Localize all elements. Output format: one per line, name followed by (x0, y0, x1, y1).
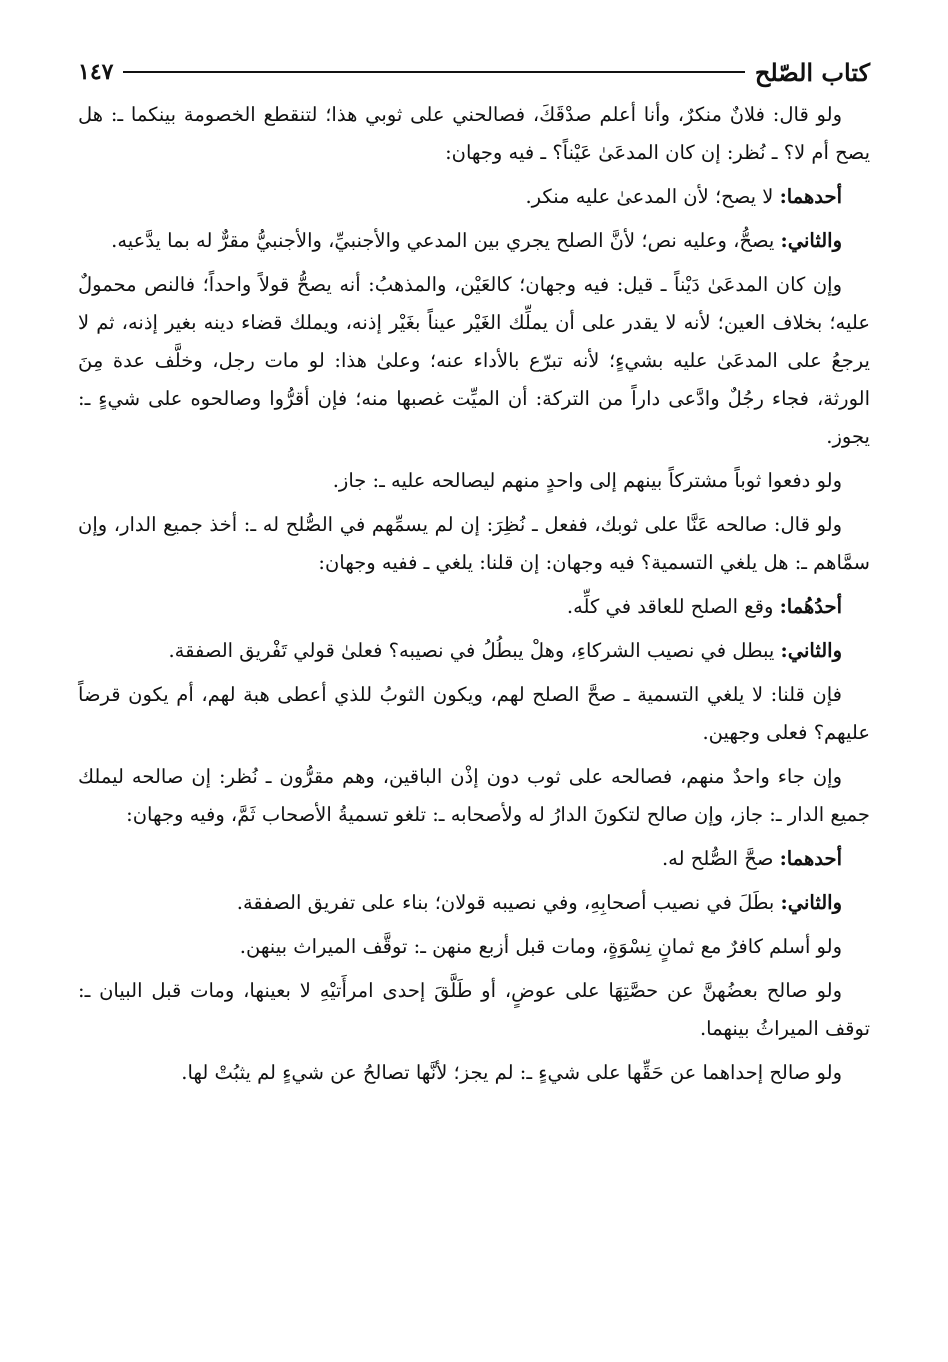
paragraph-lead: أحدهما: (779, 185, 842, 208)
paragraph (78, 222, 870, 260)
paragraph (78, 632, 870, 670)
document-page (78, 52, 870, 1322)
paragraph-text: فإن قلنا: لا يلغي التسمية ـ صحَّ الصلح لهم، ويكون الثوبُ للذي أعطى هبة لهم، أم يكون قرضاً عليهم؟ فعلى وجهين. (78, 683, 870, 744)
paragraph (78, 1054, 870, 1092)
paragraph-text: صحَّ الصُّلح له. (661, 847, 780, 870)
paragraph-text: ولو قال: صالحه عَنَّا على ثوبك، ففعل ـ نُظِرَ: إن لم يسمِّهم في الصُّلح له ـ: أخذ جميع الدار، وإن سمَّاهم ـ: هل يلغي التسمية؟ فيه وجهان: إن قلنا: يلغي ـ ففيه وجهان: (78, 513, 870, 574)
paragraph (78, 96, 870, 172)
paragraph (78, 884, 870, 922)
paragraph (78, 178, 870, 216)
paragraph (78, 676, 870, 752)
paragraph-lead: والثاني: (780, 891, 842, 914)
paragraph-text: يصحُّ، وعليه نص؛ لأنَّ الصلح يجري بين المدعي والأجنبيِّ، والأجنبيُّ مقرٌّ له بما يدَّعيه. (111, 229, 781, 252)
paragraph (78, 758, 870, 834)
page-number: ١٤٧ (78, 59, 114, 85)
paragraph (78, 462, 870, 500)
paragraph-text: ولو قال: فلانٌ منكرٌ، وأنا أعلم صدْقَكَ، فصالحني على ثوبي هذا؛ لتنقطع الخصومة بينكما ـ: هل يصح أم لا؟ ـ نُظر: إن كان المدعَىٰ عَيْناً؟ ـ فيه وجهان: (78, 103, 870, 164)
paragraph (78, 266, 870, 456)
running-title: كتاب الصّلح (754, 57, 870, 87)
paragraph-text: وإن جاء واحدٌ منهم، فصالحه على ثوب دون إذْن الباقين، وهم مقرُّون ـ نُظر: إن صالحه ليملك جميع الدار ـ: جاز، وإن صالح لتكونَ الدارُ له ولأصحابه ـ: تلغو تسميةُ الأصحاب ثَمَّ، وفيه وجهان: (78, 765, 870, 826)
paragraph (78, 928, 870, 966)
paragraph-text: وإن كان المدعَىٰ دَيْناً ـ قيل: فيه وجهان؛ كالعَيْن، والمذهبُ: أنه يصحُّ قولاً واحداً؛ فالنص محمولٌ عليه؛ بخلاف العين؛ لأنه لا يقدر على أن يملِّك الغَيْر عيناً بغَيْر إذنه، ويملك قضاء دينه بغير إذنه، ثم لا يرجعُ على المدعَىٰ عليه بشيءٍ؛ لأنه تبرّع بالأداء عنه؛ وعلىٰ هذا: لو مات رجل، وخلَّف عدة مِنَ الورثة، فجاء رجُلٌ وادَّعى داراً من التركة: أن الميِّت غصبها منه؛ فإن أقرُّوا وصالحوه على شيءٍ ـ: يجوز. (78, 273, 870, 448)
paragraph-text: ولو أسلم كافرٌ مع ثمانٍ نِسْوَةٍ، ومات قبل أزبع منهن ـ: توقَّف الميراث بينهن. (239, 935, 842, 958)
header-rule (123, 71, 744, 73)
paragraph-lead: أحدهما: (779, 847, 842, 870)
paragraph-text: ولو دفعوا ثوباً مشتركاً بينهم إلى واحدٍ منهم ليصالحه عليه ـ: جاز. (332, 469, 842, 492)
paragraph-lead: أحدُهُما: (779, 595, 842, 618)
paragraph-text: يبطل في نصيب الشركاءِ، وهلْ يبطُلُ في نصيبه؟ فعلىٰ قولي تَفْريق الصفقة. (168, 639, 781, 662)
paragraph-text: ولو صالح إحداهما عن حَقِّها على شيءٍ ـ: لم يجز؛ لأنَّها تصالحُ عن شيءٍ لم يثبُتْ لها. (181, 1061, 842, 1084)
paragraph-text: لا يصح؛ لأن المدعىٰ عليه منكر. (525, 185, 780, 208)
paragraph (78, 506, 870, 582)
paragraph-text: بطَلَ في نصيب أصحابِهِ، وفي نصيبه قولان؛ بناء على تفريق الصفقة. (236, 891, 781, 914)
paragraph-text: ولو صالح بعضُهنَّ عن حصَّتِهَا على عوضٍ، أو طَلَّقَ إحدى امرأَتيْهِ لا بعينها، ومات قبل البيان ـ: توقف الميراثُ بينهما. (78, 979, 870, 1040)
page-body (78, 96, 870, 1092)
page-header (78, 52, 870, 92)
paragraph (78, 972, 870, 1048)
paragraph-lead: والثاني: (780, 229, 842, 252)
paragraph (78, 840, 870, 878)
paragraph-text: وقع الصلح للعاقد في كلِّه. (566, 595, 780, 618)
paragraph-lead: والثاني: (780, 639, 842, 662)
paragraph (78, 588, 870, 626)
